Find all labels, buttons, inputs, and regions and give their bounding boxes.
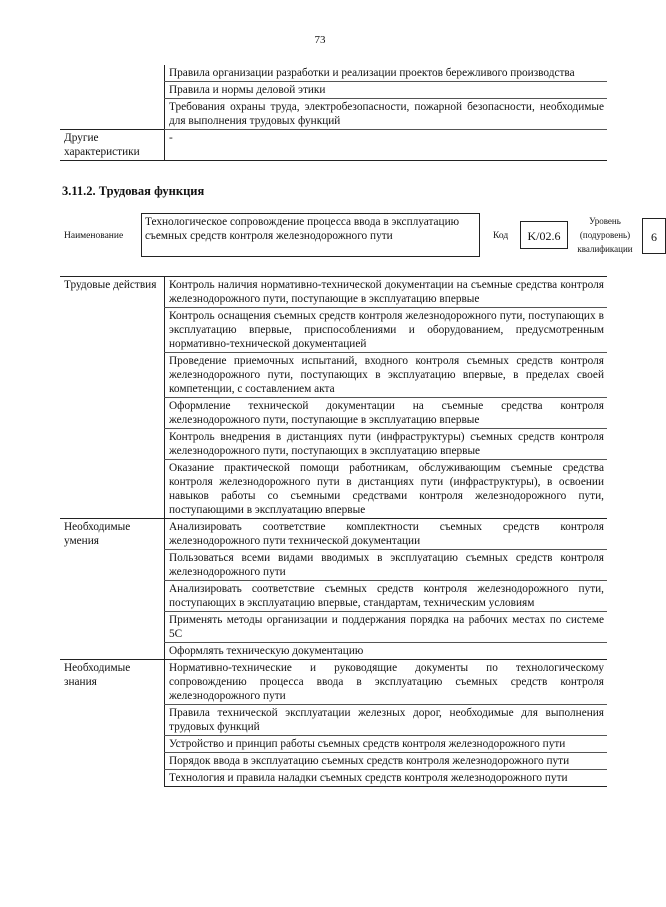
name-label: Наименование — [64, 231, 124, 241]
code-label: Код — [493, 231, 509, 241]
table-row — [60, 65, 607, 82]
function-details-table — [60, 276, 607, 787]
group-label: Необходимые умения — [60, 519, 165, 660]
table-row — [60, 130, 607, 161]
page-number: 73 — [314, 34, 326, 46]
previous-function-table — [60, 65, 607, 161]
row-text: Правила технической эксплуатации железных дорог, необходимые для выполнения трудовых функций — [165, 705, 608, 736]
row-text: Контроль внедрения в дистанциях пути (инфраструктуры) съемных средств контроля железнодорожного пути, поступающих в эксплуатацию впервые — [165, 429, 608, 460]
row-text: Требования охраны труда, электробезопасности, пожарной безопасности, необходимые для выполнения трудовых функций — [165, 99, 608, 130]
section-title: 3.11.2. Трудовая функция — [62, 184, 205, 198]
group-label: Трудовые действия — [60, 277, 165, 519]
table-row — [60, 660, 607, 705]
row-text: Порядок ввода в эксплуатацию съемных средств контроля железнодорожного пути — [165, 753, 608, 770]
row-text: Нормативно-технические и руководящие документы по технологическому сопровождению процесса ввода в эксплуатацию съемных средств контроля железнодорожного пути — [165, 660, 608, 705]
table-row — [60, 519, 607, 550]
row-text: Правила и нормы деловой этики — [165, 82, 608, 99]
table-row — [60, 82, 607, 99]
function-header — [60, 212, 657, 262]
row-text: Контроль наличия нормативно-технической документации на съемные средства контроля железнодорожного пути, поступающие в эксплуатацию впервые — [165, 277, 608, 308]
group-label: Необходимые знания — [60, 660, 165, 787]
row-text: Правила организации разработки и реализации проектов бережливого производства — [165, 65, 608, 82]
row-text: Анализировать соответствие съемных средств контроля железнодорожного пути, поступающих в эксплуатацию впервые, стандартам, техническим условиям — [165, 581, 608, 612]
row-text: Оформлять техническую документацию — [165, 643, 608, 660]
table-row — [60, 99, 607, 130]
row-text: - — [165, 130, 608, 161]
row-text: Контроль оснащения съемных средств контроля железнодорожного пути, поступающих в эксплуатацию впервые, приспособлениями и оборудованием, предусмотренным нормативно-технической документацией — [165, 308, 608, 353]
row-text: Применять методы организации и поддержания порядка на рабочих местах по системе 5С — [165, 612, 608, 643]
row-text: Пользоваться всеми видами вводимых в эксплуатацию съемных средств контроля железнодорожного пути — [165, 550, 608, 581]
row-text: Оформление технической документации на съемные средства контроля железнодорожного пути, поступающие в эксплуатацию впервые — [165, 398, 608, 429]
row-label: Другие характеристики — [60, 130, 165, 161]
row-label — [60, 82, 165, 99]
row-text: Оказание практической помощи работникам, обслуживающим съемные средства контроля железнодорожного пути в дистанциях пути (инфраструктуры), в освоении навыков работы со съемными средствами контроля железнодорожного пути, поступающими в эксплуатацию впервые — [165, 460, 608, 519]
code-value: K/02.6 — [520, 221, 568, 249]
row-label — [60, 99, 165, 130]
name-value: Технологическое сопровождение процесса ввода в эксплуатацию съемных средств контроля железнодорожного пути — [141, 213, 480, 257]
row-text: Анализировать соответствие комплектности съемных средств контроля железнодорожного пути технической документации — [165, 519, 608, 550]
level-label: Уровень (подуровень) квалификации — [577, 216, 633, 254]
row-label — [60, 65, 165, 82]
table-row — [60, 277, 607, 308]
row-text: Проведение приемочных испытаний, входного контроля съемных средств контроля железнодорожного пути, поступающих в эксплуатацию впервые, в пределах своей компетенции, с составлением акта — [165, 353, 608, 398]
row-text: Технология и правила наладки съемных средств контроля железнодорожного пути — [165, 770, 608, 787]
level-value: 6 — [642, 218, 666, 254]
row-text: Устройство и принцип работы съемных средств контроля железнодорожного пути — [165, 736, 608, 753]
